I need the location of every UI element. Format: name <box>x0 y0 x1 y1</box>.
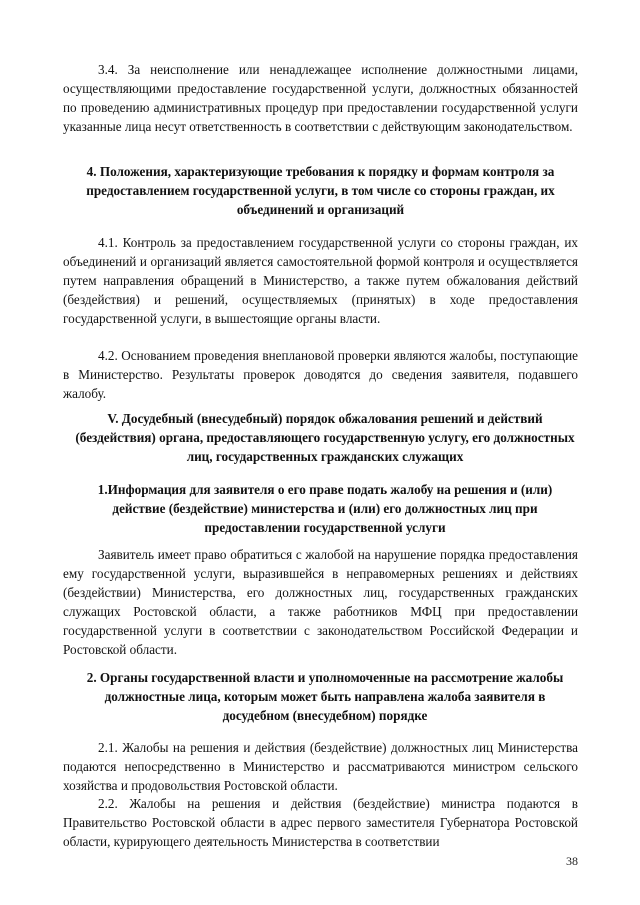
paragraph-3-4: 3.4. За неисполнение или ненадлежащее исполнение должностными лицами, осуществляющими предоставление государственной услуги, должностных обязанностей по проведению административных процедур при предоставлении государственной услуги указанные лица несут ответственность в соответствии с действующим законодательством. <box>63 62 578 134</box>
page-number: 38 <box>566 854 578 868</box>
paragraph-2-1: 2.1. Жалобы на решения и действия (бездействие) должностных лиц Министерства подаются непосредственно в Министерство и рассматриваются министром сельского хозяйства и продовольствия Ростовской области. <box>63 740 578 793</box>
paragraph-applicant-right: Заявитель имеет право обратиться с жалобой на нарушение порядка предоставления ему государственной услуги, выразившейся в неправомерных решениях и действиях (бездействии) Министерства, его должностных лиц, государственных гражданских служащих Ростовской области, а также работников МФЦ при предоставлении государственной услуги в соответствии с законодательством Российской Федерации и Ростовской области. <box>63 547 578 657</box>
paragraph-4-2: 4.2. Основанием проведения внеплановой проверки являются жалобы, поступающие в Министерство. Результаты проверок доводятся до сведения заявителя, подавшего жалобу. <box>63 348 578 401</box>
section-4-heading: 4. Положения, характеризующие требования к порядку и формам контроля за предоставлением государственной услуги, в том числе со стороны граждан, их объединений и организаций <box>86 164 555 217</box>
subsection-2-heading: 2. Органы государственной власти и уполномоченные на рассмотрение жалобы должностные лица, которым может быть направлена жалоба заявителя в досудебном (внесудебном) порядке <box>86 670 564 723</box>
paragraph-2-2: 2.2. Жалобы на решения и действия (бездействие) министра подаются в Правительство Ростовской области в адрес первого заместителя Губернатора Ростовской области, курирующего деятельность Министерства в соответствии <box>63 796 578 849</box>
subsection-1-heading: 1.Информация для заявителя о его праве подать жалобу на решения и (или) действие (бездействие) министерства и (или) его должностных лиц при предоставлении государственной услуги <box>97 482 553 535</box>
paragraph-4-1: 4.1. Контроль за предоставлением государственной услуги со стороны граждан, их объединений и организаций является самостоятельной формой контроля и осуществляется путем направления обращений в Министерство, а также путем обжалования действий (бездействия) и решений, осуществляемых (принятых) в ходе предоставления государственной услуги, в вышестоящие органы власти. <box>63 235 578 326</box>
section-5-heading: V. Досудебный (внесудебный) порядок обжалования решений и действий (бездействия) органа, предоставляющего государственную услугу, его должностных лиц, государственных гражданских служащих <box>75 411 575 464</box>
